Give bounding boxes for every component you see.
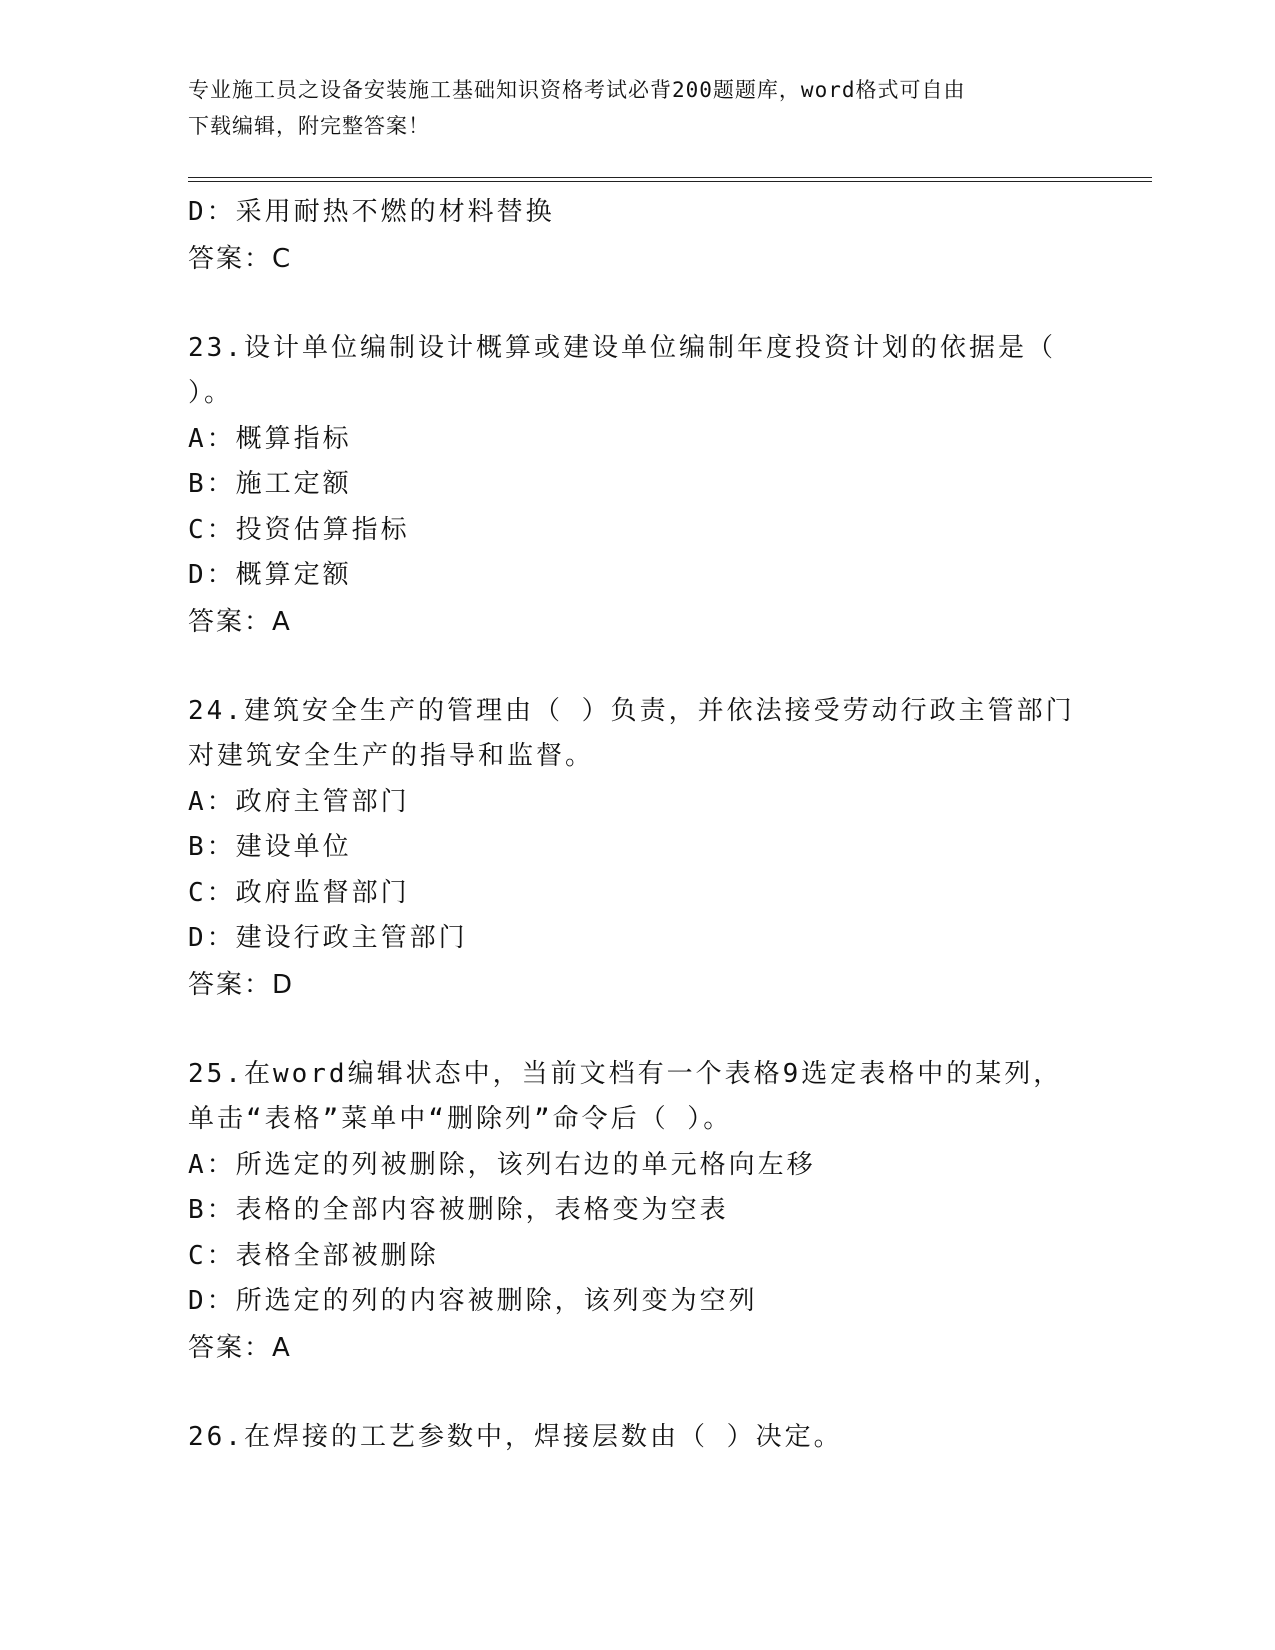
header-divider-bottom [188,181,1152,182]
option-c: C：表格全部被删除 [188,1240,439,1271]
header-title-line-1: 专业施工员之设备安装施工基础知识资格考试必背200题题库，word格式可自由 [188,78,966,102]
prev-option-d: D：采用耐热不燃的材料替换 [188,197,555,227]
spacer [188,1008,1088,1052]
question-stem-line-1: 26.在焊接的工艺参数中，焊接层数由（ ）决定。 [188,1421,843,1452]
option-c: C：政府监督部门 [188,877,410,908]
question-stem-line-1: 23.设计单位编制设计概算或建设单位编制年度投资计划的依据是（ [188,332,1056,363]
question-25 [188,1052,1088,1371]
question-24 [188,689,1088,1008]
spacer [188,1371,1088,1415]
option-a: A：政府主管部门 [188,786,410,817]
option-a: A：概算指标 [188,423,352,454]
answer: 答案：A [188,1332,292,1363]
answer: 答案：D [188,969,295,1000]
document-body [188,190,1088,1460]
question-stem-line-2: 对建筑安全生产的指导和监督。 [188,741,595,771]
question-23 [188,326,1088,645]
option-b: B：表格的全部内容被删除，表格变为空表 [188,1195,729,1225]
option-d: D：概算定额 [188,560,352,590]
prev-answer: 答案：C [188,243,293,274]
option-d: D：建设行政主管部门 [188,923,468,953]
header-divider-top [188,177,1152,178]
question-26 [188,1415,1088,1461]
question-stem-line-1: 25.在word编辑状态中，当前文档有一个表格9选定表格中的某列， [188,1058,1063,1089]
question-stem-line-1: 24.建筑安全生产的管理由（ ）负责，并依法接受劳动行政主管部门 [188,695,1075,726]
header-title-line-2: 下载编辑，附完整答案！ [188,114,430,138]
question-stem-line-2: 单击“表格”菜单中“删除列”命令后（ ）。 [188,1104,733,1134]
option-b: B：建设单位 [188,832,352,862]
page-header [188,72,1068,144]
answer: 答案：A [188,606,292,637]
option-a: A：所选定的列被删除，该列右边的单元格向左移 [188,1149,816,1180]
spacer [188,282,1088,326]
option-c: C：投资估算指标 [188,514,410,545]
option-d: D：所选定的列的内容被删除，该列变为空列 [188,1286,758,1316]
spacer [188,645,1088,689]
option-b: B：施工定额 [188,469,352,499]
question-stem-line-2: ）。 [188,378,234,408]
